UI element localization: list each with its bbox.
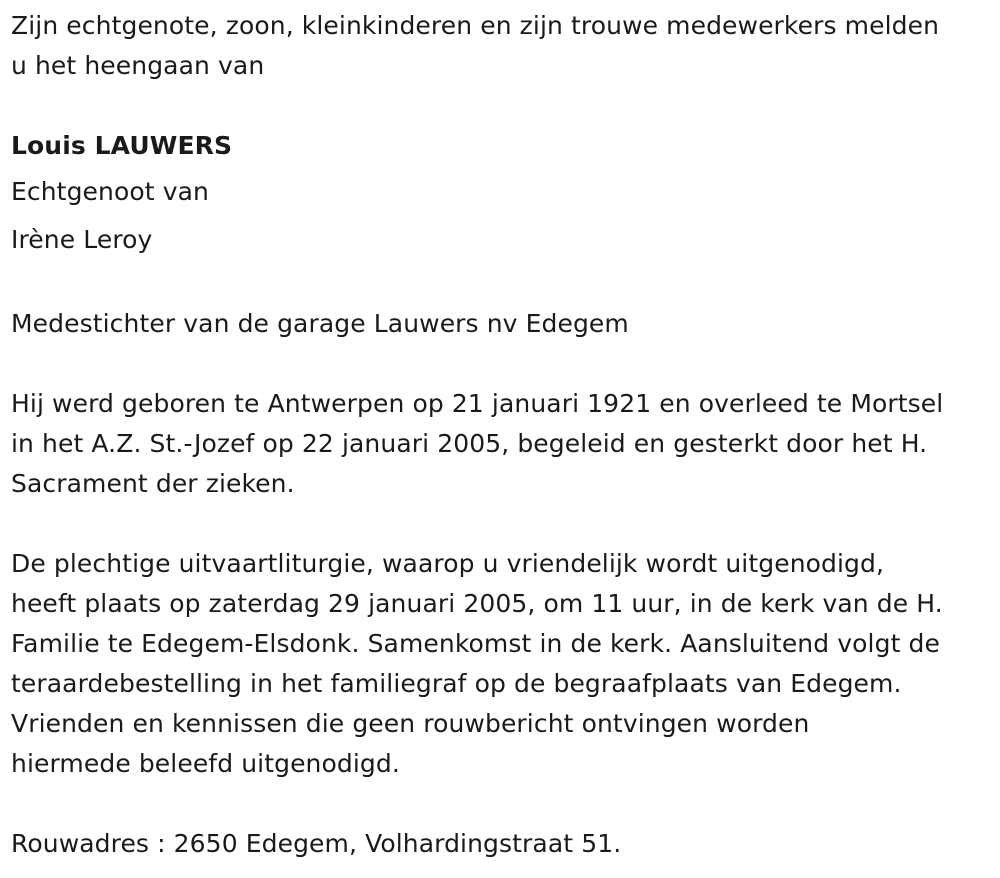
- birth-death-line-1: Hij werd geboren te Antwerpen op 21 januari 1921 en overleed te Mortsel: [11, 389, 944, 418]
- funeral-line-4: teraardebestelling in het familiegraf op de begraafplaats van Edegem.: [11, 669, 902, 698]
- spacer: [11, 86, 996, 120]
- birth-death-line-2: in het A.Z. St.-Jozef op 22 januari 2005, begeleid en gesterkt door het H.: [11, 429, 928, 458]
- intro-line-1: Zijn echtgenote, zoon, kleinkinderen en zijn trouwe medewerkers melden: [11, 11, 940, 40]
- spacer: [11, 264, 996, 304]
- spouse-name: Irène Leroy: [11, 225, 153, 254]
- funeral-line-2: heeft plaats op zaterdag 29 januari 2005, om 11 uur, in de kerk van de H.: [11, 589, 943, 618]
- spouse-label: Echtgenoot van: [11, 177, 209, 206]
- intro-paragraph: [11, 6, 996, 86]
- spacer: [11, 784, 996, 824]
- address-line: Rouwadres : 2650 Edegem, Volhardingstraat 51.: [11, 829, 622, 858]
- deceased-block: [11, 120, 996, 264]
- funeral-line-6: hiermede beleefd uitgenodigd.: [11, 749, 400, 778]
- spacer: [11, 504, 996, 544]
- intro-line-2: u het heengaan van: [11, 51, 265, 80]
- funeral-line-1: De plechtige uitvaartliturgie, waarop u vriendelijk wordt uitgenodigd,: [11, 549, 885, 578]
- birth-death-paragraph: [11, 384, 996, 504]
- birth-death-line-3: Sacrament der zieken.: [11, 469, 295, 498]
- spacer: [11, 344, 996, 384]
- role-line: Medestichter van de garage Lauwers nv Edegem: [11, 309, 629, 338]
- funeral-line-5: Vrienden en kennissen die geen rouwbericht ontvingen worden: [11, 709, 810, 738]
- funeral-paragraph: [11, 544, 996, 784]
- funeral-line-3: Familie te Edegem-Elsdonk. Samenkomst in de kerk. Aansluitend volgt de: [11, 629, 940, 658]
- obituary-document: [11, 6, 996, 864]
- deceased-name: Louis LAUWERS: [11, 131, 233, 160]
